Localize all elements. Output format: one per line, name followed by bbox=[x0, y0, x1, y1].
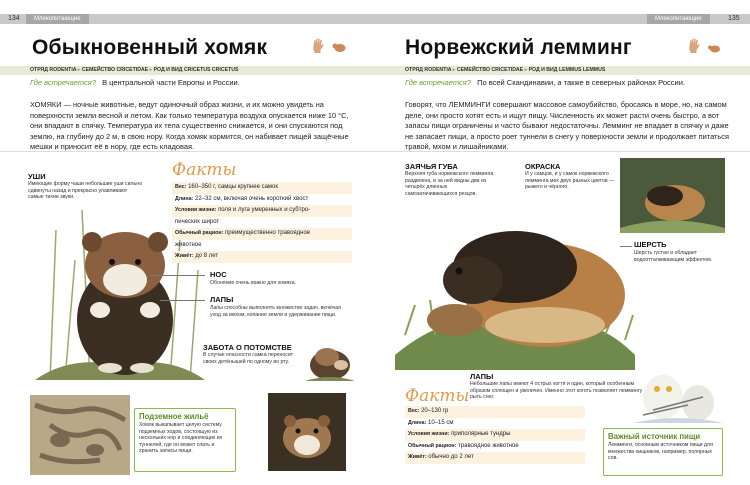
fact-row bbox=[405, 452, 585, 464]
intro-text: ХОМЯКИ — ночные животные, ведут одиночный образ жизни, и их можно увидеть на поверхности земли весной и летом. Как только температура воздуха опускается ниже 10 °С, они впадают в спячку. Температура их тела существенно снижается, и они спускаются под землю, на глубину до 2 м, в свою нору. Когда хомяк кормится, он набивает пищей защёчные мешки и приносит её в нору, где есть кладовая. bbox=[30, 100, 349, 152]
fact-key: Обычный рацион: bbox=[408, 442, 457, 449]
ears-label: УШИ bbox=[28, 172, 46, 181]
fact-key: Живёт: bbox=[175, 253, 194, 259]
fact-key: Живёт: bbox=[408, 454, 427, 460]
nose-label: НОС bbox=[210, 270, 227, 279]
fact-value: животное bbox=[175, 241, 202, 248]
color-description: И у самцов, и у самок норвежского лемминга мех двух разных цветов — рыжего и чёрного. bbox=[525, 171, 615, 190]
facts-heading: Факты bbox=[172, 160, 237, 180]
section-label: Млекопитающие bbox=[26, 14, 89, 24]
fur-label: ШЕРСТЬ bbox=[634, 240, 667, 249]
fact-value: 160–350 г, самцы крупнее самок bbox=[188, 184, 279, 190]
fact-value: пических широт bbox=[175, 218, 220, 225]
lip-label: ЗАЯЧЬЯ ГУБА bbox=[405, 162, 458, 171]
fact-key: Длина: bbox=[408, 419, 427, 426]
page-number: 134 bbox=[8, 15, 20, 22]
fact-row bbox=[172, 251, 352, 263]
burrow-info-box bbox=[134, 408, 236, 472]
habitat-question: Где встречается? По всей Скандинавии, а также в северных районах России. bbox=[405, 78, 685, 87]
fact-value: обычно до 2 лет bbox=[428, 454, 474, 460]
fact-key: Условия жизни: bbox=[175, 207, 217, 213]
animal-size-icon bbox=[332, 38, 346, 54]
snowy-owl-illustration bbox=[633, 365, 723, 425]
food-box-title: Важный источник пищи bbox=[608, 432, 701, 441]
taxonomy: ОТРЯД RODENTIA ▸ СЕМЕЙСТВО CRICETIDAE ▸ РОД И ВИД CRICETUS CRICETUS bbox=[30, 67, 239, 73]
nose-leader-line bbox=[150, 275, 205, 276]
food-source-info-box bbox=[603, 428, 723, 476]
paws-description: Небольшие лапы имеют 4 острых когтя и один, который особенным образом сплющен и увеличен. Именно этот коготь позволяет леммингу рыть снег. bbox=[470, 381, 643, 400]
fur-description: Шерсть густая и обладает водоотталкивающим эффектом. bbox=[634, 250, 713, 263]
color-label: ОКРАСКА bbox=[525, 162, 561, 171]
fact-key: Условия жизни: bbox=[408, 431, 450, 437]
fact-value: травоядное животное bbox=[458, 442, 519, 449]
paws-label: ЛАПЫ bbox=[210, 295, 234, 304]
paws-label: ЛАПЫ bbox=[470, 372, 494, 381]
page-title: Обыкновенный хомяк bbox=[32, 36, 268, 59]
facts-heading: Факты bbox=[405, 386, 470, 406]
fact-row bbox=[405, 429, 585, 441]
lemming-illustration bbox=[395, 185, 635, 370]
fact-row bbox=[172, 240, 352, 252]
paws-leader-line bbox=[160, 300, 205, 301]
fact-row bbox=[172, 217, 352, 229]
paws-description: Лапы способны выполнять множество задач, включая уход за мехом, копание земли и удерживание пищи. bbox=[210, 305, 341, 318]
fact-key: Вес: bbox=[408, 408, 420, 414]
mother-with-pup-image bbox=[305, 335, 355, 383]
fact-row bbox=[172, 182, 352, 194]
fact-row bbox=[172, 205, 352, 217]
fact-row bbox=[405, 406, 585, 418]
fact-value: до 8 лет bbox=[195, 253, 219, 259]
hand-size-icon bbox=[312, 38, 324, 54]
fact-row bbox=[172, 228, 352, 240]
lip-description: Верхняя губа норвежского лемминга раздвоена, и за ней видны два из четырёх длинных самозатачивающихся резцов. bbox=[405, 171, 494, 197]
facts-table bbox=[405, 406, 585, 464]
nose-description: Обоняние очень важно для хомяка. bbox=[210, 280, 297, 286]
offspring-label: ЗАБОТА О ПОТОМСТВЕ bbox=[203, 343, 292, 352]
right-page bbox=[375, 0, 750, 485]
taxonomy: ОТРЯД RODENTIA ▸ СЕМЕЙСТВО CRICETIDAE ▸ РОД И ВИД LEMMUS LEMMUS bbox=[405, 67, 606, 73]
fact-value: поля и луга умеренных и субтро- bbox=[218, 207, 311, 213]
burrow-box-text: Хомяк выкапывает целую систему подземных ходов, состоящую из нескольких нор и соединяющих их туннелей, где он может спать и хранить запасы пищи. bbox=[139, 422, 223, 454]
lemming-burrow-photo bbox=[620, 158, 725, 233]
fact-value: приполярные тундры bbox=[451, 431, 511, 437]
fact-key: Вес: bbox=[175, 184, 187, 190]
fact-value: преимущественно травоядное bbox=[225, 230, 311, 236]
fact-key: Длина: bbox=[175, 195, 194, 202]
fact-row bbox=[172, 194, 352, 206]
fur-leader-line bbox=[620, 246, 632, 247]
burrow-illustration bbox=[30, 395, 130, 475]
hamster-photo bbox=[268, 393, 346, 471]
fact-value: 20–130 гр bbox=[421, 408, 449, 414]
page-title: Норвежский лемминг bbox=[405, 36, 632, 59]
burrow-box-title: Подземное жильё bbox=[139, 412, 209, 421]
food-box-text: Лемминги, основным источником пищи для множества хищников, например, полярных сов. bbox=[608, 442, 713, 461]
hand-size-icon bbox=[688, 38, 700, 54]
animal-size-icon bbox=[707, 38, 721, 54]
habitat-question: Где встречается? В центральной части Европы и России. bbox=[30, 78, 240, 87]
section-label: Млекопитающие bbox=[647, 14, 710, 24]
fact-value: 22–32 см, включая очень короткий хвост bbox=[194, 195, 309, 202]
fact-value: 10–15 см bbox=[427, 419, 454, 426]
facts-table bbox=[172, 182, 352, 263]
fact-row bbox=[405, 418, 585, 430]
divider bbox=[375, 151, 750, 152]
ears-description: Имеющие форму чаши небольшие уши сильно сдвинуты назад и прекрасно улавливают самые тихие звуки. bbox=[28, 181, 142, 200]
page-number: 135 bbox=[728, 15, 740, 22]
fact-key: Обычный рацион: bbox=[175, 230, 224, 236]
offspring-description: В случае опасности самка переносит своих детёнышей по одному во рту. bbox=[203, 352, 294, 365]
intro-text: Говорят, что ЛЕММИНГИ совершают массовое самоубийство, бросаясь в море, но, на самом деле, они просто хотят есть и ищут пищу. Численность их может расти очень быстро, а вот запасы пищи ограничены и часто бывают недостаточны. Лемминг не впадает в спячку и даже не запасает пищи, а просто роет туннели в снегу у поверхности земли и продолжает питаться травой, мхом и лишайниками. bbox=[405, 100, 729, 152]
fact-row bbox=[405, 441, 585, 453]
divider bbox=[0, 151, 375, 152]
